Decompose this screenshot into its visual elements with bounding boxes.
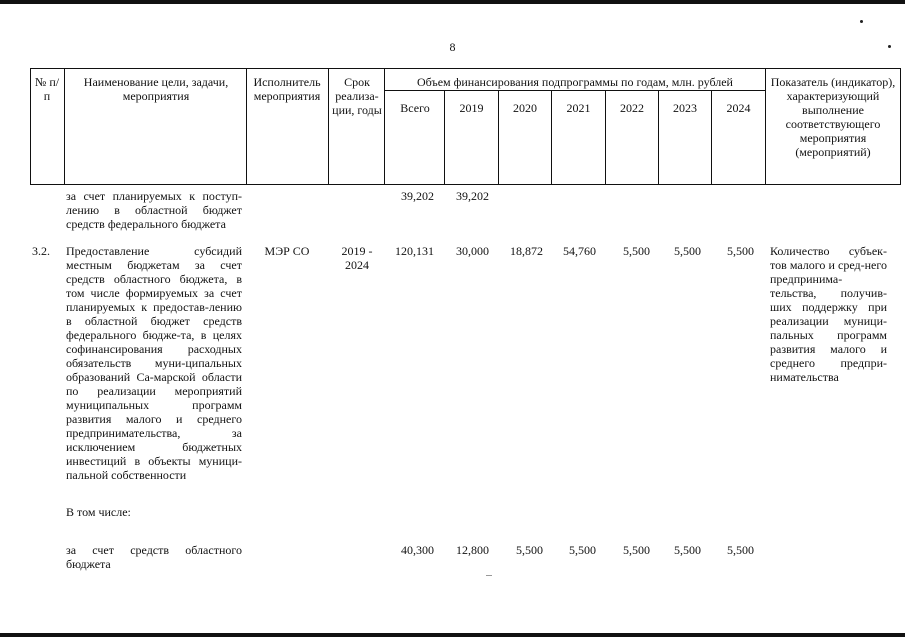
row-num: 3.2.	[32, 244, 50, 258]
row-value: 12,800	[456, 543, 489, 557]
row-value: 54,760	[563, 244, 596, 258]
col-divider	[246, 68, 247, 185]
header-name: Наименование цели, задачи, мероприятия	[83, 75, 229, 103]
page-number: 8	[449, 40, 456, 54]
row-term: 2019 - 2024	[341, 244, 373, 272]
header-total: Всего	[400, 101, 430, 115]
row-value: 5,500	[727, 543, 754, 557]
row-value: 5,500	[623, 543, 650, 557]
row-total: 120,131	[395, 244, 434, 258]
row-value: 5,500	[623, 244, 650, 258]
bottom-border	[0, 633, 905, 637]
header-year: 2022	[620, 101, 644, 115]
col-divider	[384, 68, 385, 185]
row-value: 5,500	[674, 244, 701, 258]
row-value: 30,000	[456, 244, 489, 258]
header-year: 2024	[726, 101, 751, 115]
row-total: 39,202	[401, 189, 434, 203]
scan-mark	[486, 575, 492, 576]
col-divider	[765, 68, 766, 185]
header-num: № п/п	[34, 75, 60, 103]
row-value: 39,202	[456, 189, 489, 203]
header-year: 2023	[673, 101, 697, 115]
row-executor: МЭР СО	[264, 244, 310, 258]
col-divider	[64, 68, 65, 185]
col-divider	[328, 68, 329, 185]
row-value: 5,500	[727, 244, 754, 258]
funding-divider	[384, 90, 765, 91]
row-value: 5,500	[674, 543, 701, 557]
row-value: 18,872	[510, 244, 543, 258]
header-indicator: Показатель (индикатор), характеризующий выполнение соответствующего мероприятия (мероприятий)	[770, 75, 896, 159]
row-indicator: Количество субъек-тов малого и сред-него предпринима-тельства, получив-ших поддержку при реализации муници-пальных программ развития малого и среднего предпри-нимательства	[770, 244, 887, 384]
header-year: 2021	[566, 101, 591, 115]
header-year: 2019	[459, 101, 484, 115]
header-year: 2020	[513, 101, 537, 115]
top-border	[0, 0, 905, 4]
row-name: за счет планируемых к поступ-лению в областной бюджет средств федерального бюджета	[66, 189, 242, 231]
row-total: 40,300	[401, 543, 434, 557]
header-funding: Объем финансирования подпрограммы по годам, млн. рублей	[417, 75, 733, 89]
row-name: за счет средств областного бюджета	[66, 543, 242, 571]
header-executor: Исполнитель мероприятия	[253, 75, 321, 103]
header-term: Срок реализа-ции, годы	[332, 75, 382, 117]
row-value: 5,500	[569, 543, 596, 557]
row-subheading: В том числе:	[66, 505, 131, 519]
row-name: Предоставление субсидий местным бюджетам за счет средств областного бюджета, в том числе формируемых за счет планируемых к предостав-лению в областной бюджет средств федерального бюдже-та, в целях софинансирования расходных обязательств муни-ципальных образований Са-марской области по реализации мероприятий муниципальных программ развития малого и среднего предпринимательства, за исключением бюджетных инвестиций в объекты муници-пальной собственности	[66, 244, 242, 482]
scan-speck	[860, 20, 863, 23]
row-value: 5,500	[516, 543, 543, 557]
